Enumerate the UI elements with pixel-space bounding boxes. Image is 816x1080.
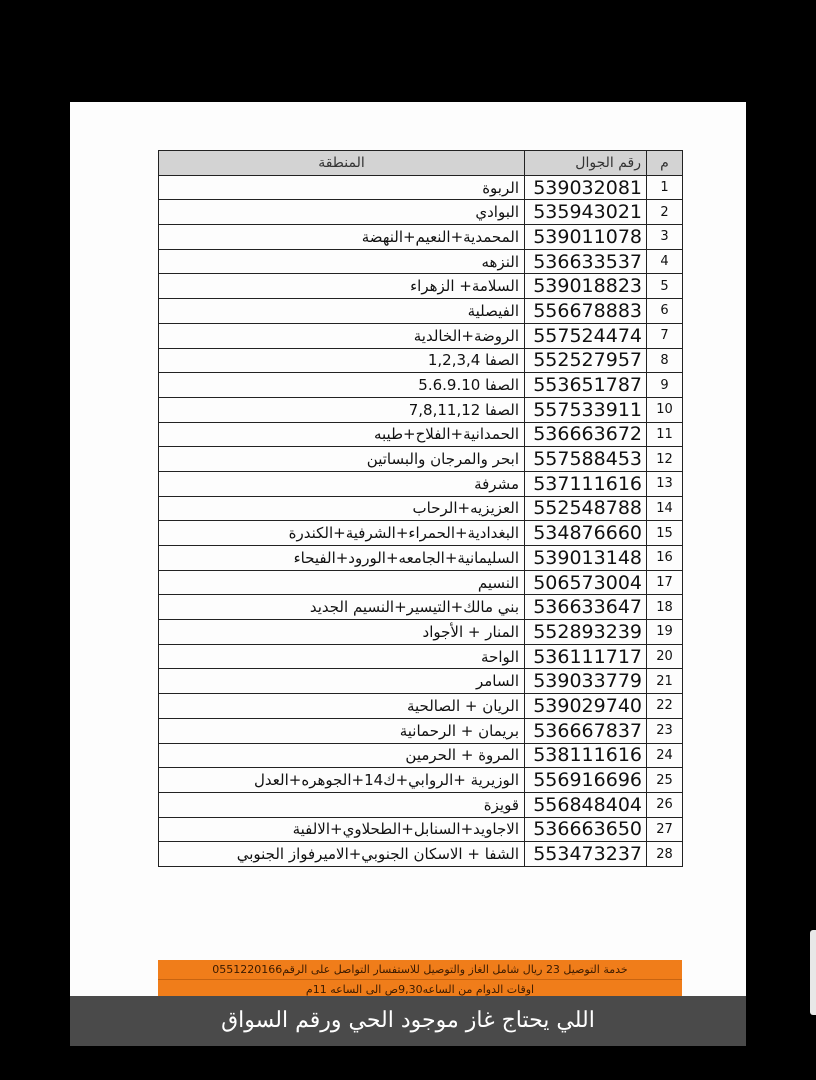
phone-number-cell: 556848404 — [525, 792, 647, 817]
phone-number-cell: 536667837 — [525, 718, 647, 743]
table-row — [159, 175, 683, 200]
phone-number-cell: 539029740 — [525, 694, 647, 719]
phone-number-cell: 552527957 — [525, 348, 647, 373]
phone-number-cell: 536633537 — [525, 249, 647, 274]
table-row — [159, 768, 683, 793]
area-cell: قويزة — [159, 792, 525, 817]
row-number-cell: 1 — [647, 175, 683, 200]
row-number-cell: 28 — [647, 842, 683, 867]
row-number-cell: 7 — [647, 323, 683, 348]
document-page — [70, 102, 746, 1046]
phone-number-cell: 539033779 — [525, 669, 647, 694]
row-number-cell: 3 — [647, 225, 683, 250]
gas-drivers-table — [158, 150, 683, 867]
table-row — [159, 792, 683, 817]
table-row — [159, 274, 683, 299]
row-number-cell: 25 — [647, 768, 683, 793]
area-cell: بني مالك+التيسير+النسيم الجديد — [159, 595, 525, 620]
phone-number-cell: 539018823 — [525, 274, 647, 299]
phone-number-cell: 556916696 — [525, 768, 647, 793]
area-cell: الصفا 7,8,11,12 — [159, 397, 525, 422]
area-cell: البوادي — [159, 200, 525, 225]
table-row — [159, 323, 683, 348]
table-row — [159, 644, 683, 669]
area-cell: الوزيرية +الروابي+ك14+الجوهره+العدل — [159, 768, 525, 793]
table-row — [159, 595, 683, 620]
phone-number-cell: 538111616 — [525, 743, 647, 768]
area-cell: الريان + الصالحية — [159, 694, 525, 719]
phone-number-cell: 557588453 — [525, 447, 647, 472]
area-cell: ابحر والمرجان والبساتين — [159, 447, 525, 472]
area-cell: السليمانية+الجامعه+الورود+الفيحاء — [159, 546, 525, 571]
row-number-cell: 8 — [647, 348, 683, 373]
row-number-cell: 21 — [647, 669, 683, 694]
table-header-row — [159, 151, 683, 176]
phone-number-cell: 534876660 — [525, 521, 647, 546]
screen-edge-handle[interactable] — [810, 930, 816, 1015]
table-row — [159, 620, 683, 645]
phone-number-cell: 537111616 — [525, 471, 647, 496]
phone-number-cell: 536633647 — [525, 595, 647, 620]
row-number-cell: 19 — [647, 620, 683, 645]
column-header-phone: رقم الجوال — [525, 151, 647, 176]
area-cell: الصفا 1,2,3,4 — [159, 348, 525, 373]
area-cell: النزهه — [159, 249, 525, 274]
phone-number-cell: 557524474 — [525, 323, 647, 348]
area-cell: الواحة — [159, 644, 525, 669]
phone-number-cell: 553473237 — [525, 842, 647, 867]
table-row — [159, 718, 683, 743]
area-cell: الروضة+الخالدية — [159, 323, 525, 348]
area-cell: السامر — [159, 669, 525, 694]
area-cell: بريمان + الرحمانية — [159, 718, 525, 743]
phone-number-cell: 539032081 — [525, 175, 647, 200]
notes-box — [158, 960, 682, 998]
phone-number-cell: 536663650 — [525, 817, 647, 842]
table-row — [159, 817, 683, 842]
row-number-cell: 26 — [647, 792, 683, 817]
table-row — [159, 496, 683, 521]
table-row — [159, 570, 683, 595]
phone-number-cell: 536111717 — [525, 644, 647, 669]
working-hours-note: اوقات الدوام من الساعه9,30ص الى الساعه 11م — [158, 979, 682, 998]
area-cell: الفيصلية — [159, 299, 525, 324]
table-row — [159, 546, 683, 571]
area-cell: المنار + الأجواد — [159, 620, 525, 645]
area-cell: الاجاويد+السنابل+الطحلاوي+الالفية — [159, 817, 525, 842]
row-number-cell: 9 — [647, 373, 683, 398]
table-row — [159, 200, 683, 225]
row-number-cell: 27 — [647, 817, 683, 842]
area-cell: المروة + الحرمين — [159, 743, 525, 768]
table-row — [159, 694, 683, 719]
phone-number-cell: 539011078 — [525, 225, 647, 250]
area-cell: الشفا + الاسكان الجنوبي+الاميرفواز الجنوبي — [159, 842, 525, 867]
row-number-cell: 12 — [647, 447, 683, 472]
table-row — [159, 373, 683, 398]
table-row — [159, 743, 683, 768]
area-cell: المحمدية+النعيم+النهضة — [159, 225, 525, 250]
area-cell: الصفا 5.6.9.10 — [159, 373, 525, 398]
row-number-cell: 2 — [647, 200, 683, 225]
row-number-cell: 17 — [647, 570, 683, 595]
table-row — [159, 447, 683, 472]
row-number-cell: 5 — [647, 274, 683, 299]
row-number-cell: 4 — [647, 249, 683, 274]
area-cell: النسيم — [159, 570, 525, 595]
row-number-cell: 15 — [647, 521, 683, 546]
phone-number-cell: 536663672 — [525, 422, 647, 447]
phone-number-cell: 556678883 — [525, 299, 647, 324]
row-number-cell: 23 — [647, 718, 683, 743]
row-number-cell: 24 — [647, 743, 683, 768]
delivery-note: خدمة التوصيل 23 ريال شامل الغاز والتوصيل للاستفسار التواصل على الرقم0551220166 — [212, 963, 628, 976]
table-row — [159, 422, 683, 447]
row-number-cell: 16 — [647, 546, 683, 571]
row-number-cell: 18 — [647, 595, 683, 620]
table-row — [159, 669, 683, 694]
area-cell: العزيزيه+الرحاب — [159, 496, 525, 521]
table-body — [159, 175, 683, 866]
column-header-number: م — [647, 151, 683, 176]
table-row — [159, 842, 683, 867]
row-number-cell: 6 — [647, 299, 683, 324]
table-row — [159, 521, 683, 546]
area-cell: السلامة+ الزهراء — [159, 274, 525, 299]
phone-number-cell: 552893239 — [525, 620, 647, 645]
column-header-area: المنطقة — [159, 151, 525, 176]
phone-number-cell: 553651787 — [525, 373, 647, 398]
row-number-cell: 10 — [647, 397, 683, 422]
row-number-cell: 22 — [647, 694, 683, 719]
table-row — [159, 249, 683, 274]
row-number-cell: 11 — [647, 422, 683, 447]
row-number-cell: 13 — [647, 471, 683, 496]
table-row — [159, 397, 683, 422]
table-row — [159, 471, 683, 496]
area-cell: الحمدانية+الفلاح+طيبه — [159, 422, 525, 447]
area-cell: الربوة — [159, 175, 525, 200]
area-cell: مشرفة — [159, 471, 525, 496]
table-row — [159, 225, 683, 250]
phone-number-cell: 539013148 — [525, 546, 647, 571]
image-caption: اللي يحتاج غاز موجود الحي ورقم السواق — [70, 996, 746, 1046]
table-row — [159, 299, 683, 324]
phone-number-cell: 506573004 — [525, 570, 647, 595]
phone-number-cell: 535943021 — [525, 200, 647, 225]
row-number-cell: 14 — [647, 496, 683, 521]
table-row — [159, 348, 683, 373]
row-number-cell: 20 — [647, 644, 683, 669]
phone-number-cell: 552548788 — [525, 496, 647, 521]
phone-number-cell: 557533911 — [525, 397, 647, 422]
area-cell: البغدادية+الحمراء+الشرفية+الكندرة — [159, 521, 525, 546]
